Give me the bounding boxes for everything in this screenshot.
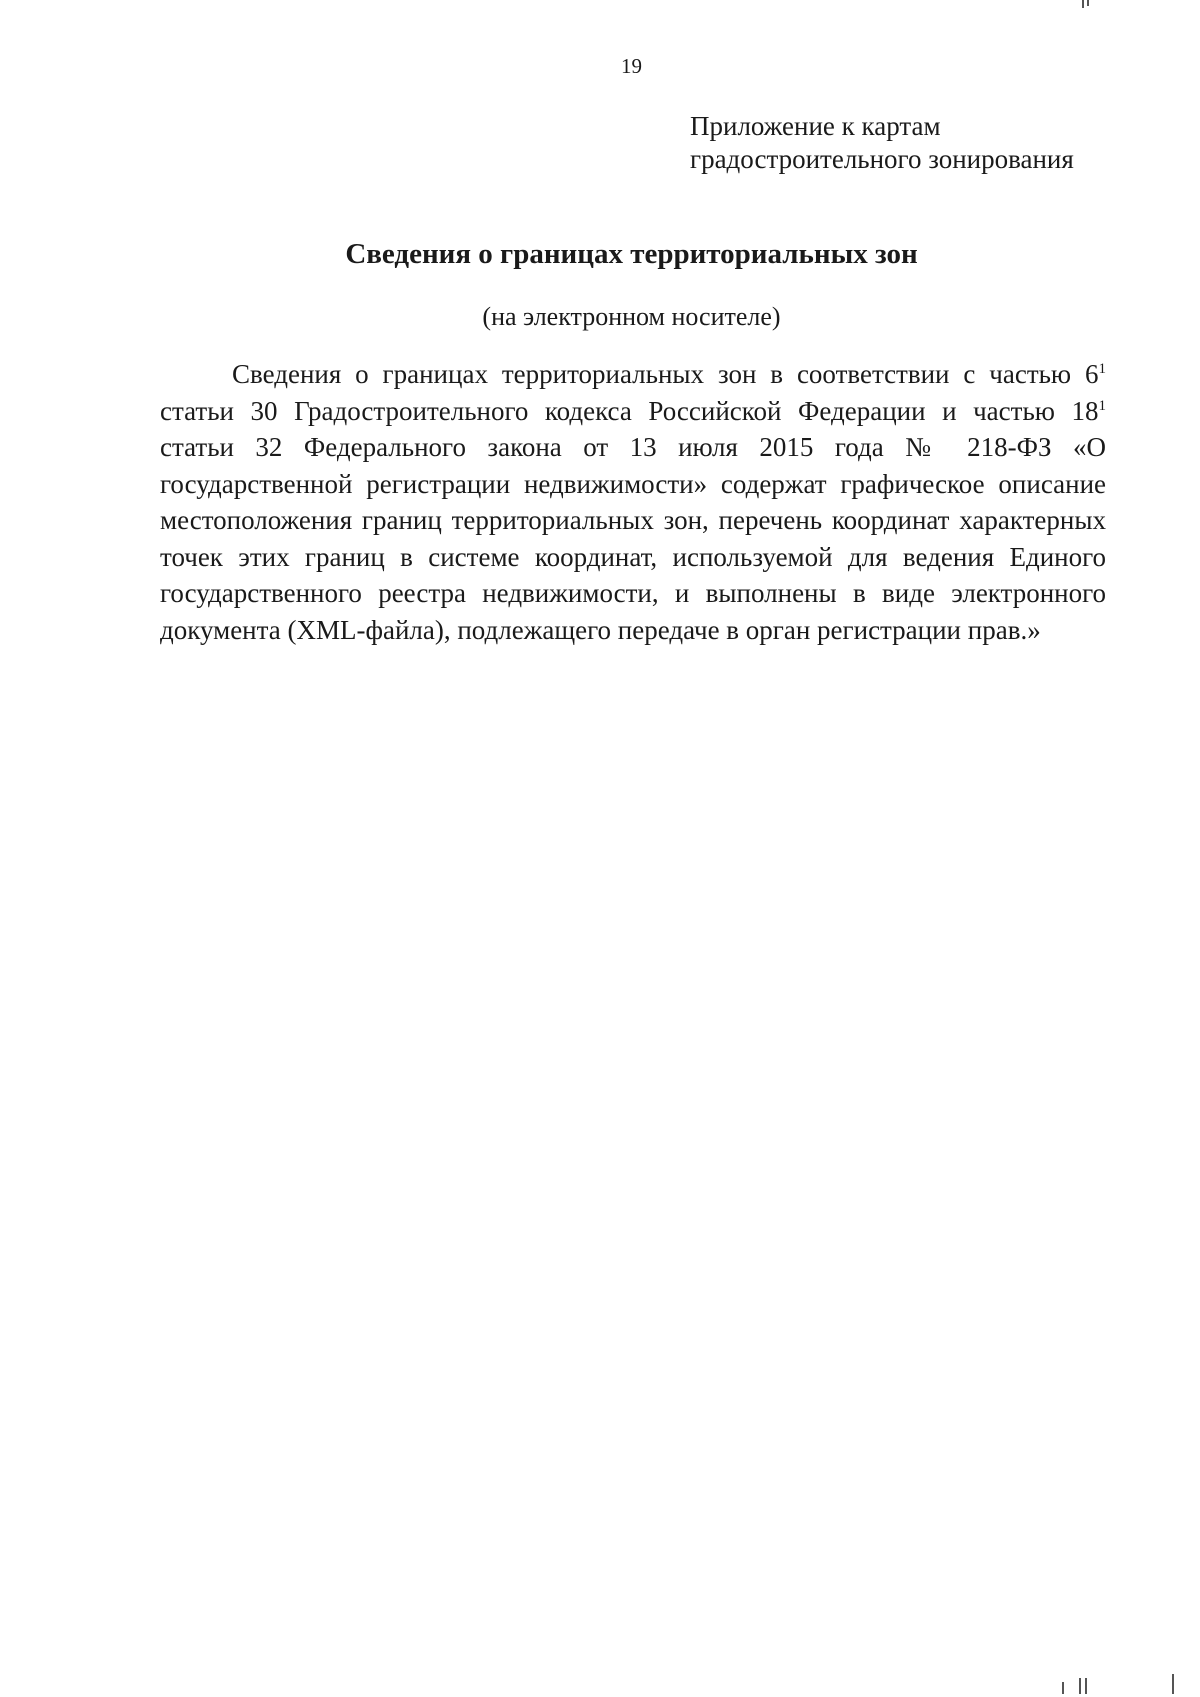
body-text-part-1: Сведения о границах территориальных зон в соответствии с частью 6	[232, 359, 1099, 389]
appendix-note	[690, 110, 1074, 176]
superscript-1: 1	[1098, 361, 1106, 377]
document-subtitle: (на электронном носителе)	[482, 302, 781, 331]
scan-artifact	[1082, 0, 1084, 8]
scan-artifact	[1062, 1682, 1064, 1694]
scan-artifact	[1079, 1678, 1081, 1694]
scan-artifact	[1085, 1678, 1087, 1694]
superscript-2: 1	[1098, 397, 1106, 414]
body-text-part-2: статьи 30 Градостроительного кодекса Российской Федерации и частью 18	[160, 395, 1099, 426]
page-number: 19	[621, 54, 642, 78]
body-text-part-3: статьи 32 Федерального закона от 13 июля 2015 года № 218-ФЗ «О государственной регистрации недвижимости» содержат графическое описание местоположения границ территориальных зон, перечень координат характерных точек этих границ в системе координат, используемой для ведения Единого государственного реестра недвижимости, и выполнены в виде электронного документа (XML-файла), подлежащего передаче в орган регистрации прав.»	[160, 432, 1106, 645]
appendix-line-2: градостроительного зонирования	[690, 144, 1074, 174]
scan-artifact	[1172, 1674, 1174, 1694]
scan-artifact	[1087, 0, 1089, 6]
appendix-line-1: Приложение к картам	[690, 111, 941, 141]
document-title: Сведения о границах территориальных зон	[345, 238, 918, 270]
body-paragraph	[160, 356, 1106, 648]
